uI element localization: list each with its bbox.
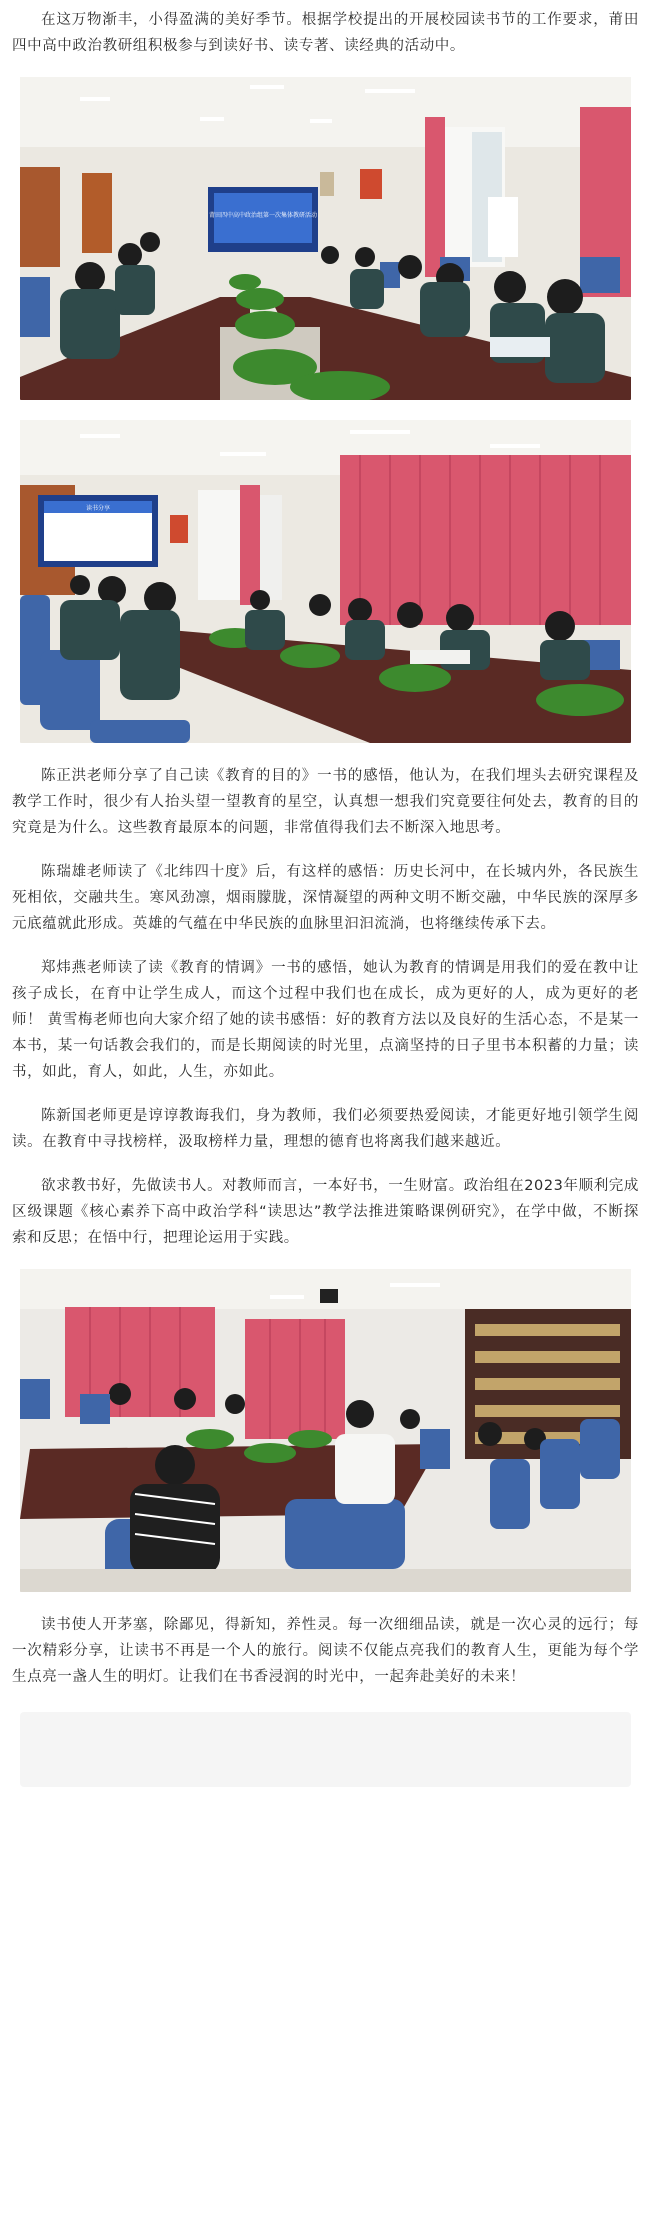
meeting-photo-1 — [20, 77, 631, 400]
screen-title: 莆田四中高中政治组第一次集体教研活动 — [208, 212, 318, 219]
chen-zhenghong-paragraph: 陈正洪老师分享了自己读《教育的目的》一书的感悟，他认为，在我们埋头去研究课程及教学工作时，很少有人抬头望一望教育的星空，认真想一想我们究竟要往何处去，教育的目的究竟是为什么。这些教育最原本的问题，非常值得我们去不断深入地思考。 — [12, 768, 639, 836]
research-paragraph: 欲求教书好，先做读书人。对教师而言，一本好书，一生财富。政治组在2023年顺利完成区级课题《核心素养下高中政治学科“读思达”教学法推进策略课例研究》，在学中做，不断探索和反思；在悟中行，把理论运用于实践。 — [12, 1178, 639, 1246]
meeting-photo-3 — [20, 1269, 631, 1592]
chen-xinguo-paragraph: 陈新国老师更是谆谆教诲我们，身为教师，我们必须要热爱阅读，才能更好地引领学生阅读。在教育中寻找榜样，汲取榜样力量，理想的德育也将离我们越来越近。 — [12, 1108, 639, 1150]
article — [10, 0, 641, 1787]
zheng-weiyan-paragraph: 郑炜燕老师读了读《教育的情调》一书的感悟，她认为教育的情调是用我们的爱在教中让孩子成长，在育中让学生成人，而这个过程中我们也在成长，成为更好的人，成为更好的老师！ 黄雪梅老师也向大家介绍了她的读书感悟：好的教育方法以及良好的生活心态，不是某一本书，某一句话教会我们的，而是长期阅读的时光里，点滴坚持的日子里书本积蓄的力量；读书，如此，育人，如此，人生，亦如此。 — [12, 960, 639, 1080]
intro-paragraph: 在这万物渐丰，小得盈满的美好季节。根据学校提出的开展校园读书节的工作要求，莆田四中高中政治教研组积极参与到读好书、读专著、读经典的活动中。 — [12, 12, 639, 54]
meeting-photo-2 — [20, 420, 631, 743]
chen-ruixiong-paragraph: 陈瑞雄老师读了《北纬四十度》后，有这样的感悟：历史长河中，在长城内外，各民族生死相依，交融共生。寒风劲凛，烟雨朦胧，深情凝望的两种文明不断交融，中华民族的深厚多元底蕴就此形成。英雄的气蕴在中华民族的血脉里汩汩流淌，也将继续传承下去。 — [12, 864, 639, 932]
footer-card — [20, 1712, 631, 1787]
closing-paragraph: 读书使人开茅塞，除鄙见，得新知，养性灵。每一次细细品读，就是一次心灵的远行；每一次精彩分享，让读书不再是一个人的旅行。阅读不仅能点亮我们的教育人生，更能为每个学生点亮一盏人生的明灯。让我们在书香浸润的时光中，一起奔赴美好的未来！ — [12, 1617, 639, 1685]
screen-title: 读书分享 — [85, 505, 111, 512]
